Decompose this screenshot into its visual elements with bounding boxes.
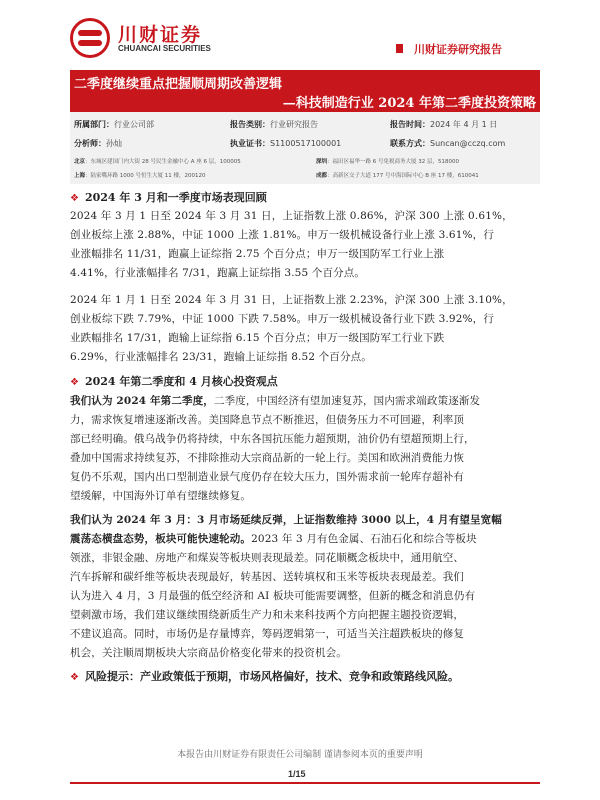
contact-label: 联系方式：	[390, 139, 430, 148]
analyst-value: 孙灿	[106, 139, 122, 148]
address-beijing: 北京：东城区建国门内大街 28 号民生金融中心 A 座 6 层，100005	[74, 159, 241, 165]
report-title: 二季度继续重点把握顺周期改善逻辑	[74, 77, 283, 92]
address-shanghai: 上海：陆家嘴环路 1000 号恒生大厦 11 楼，200120	[74, 173, 206, 179]
address-chengdu: 成都：高新区交子大道 177 号中海国际中心 B 座 17 楼，610041	[316, 173, 479, 179]
department-value: 行业公司部	[114, 120, 154, 129]
brand-name-en: CHUANCAI SECURITIES	[118, 44, 211, 53]
footer-divider	[70, 782, 540, 784]
diamond-bullet-icon: ❖	[70, 377, 79, 388]
report-subtitle: —科技制造行业 2024 年第二季度投资策略	[282, 96, 536, 111]
diamond-bullet-icon: ❖	[70, 672, 79, 683]
paragraph-q2-outlook: 我们认为 2024 年第二季度，二季度，中国经济有望加速复苏，国内需求端政策逐渐发 力，需求恢复增速逐渐改善。美国降息节点不断推迟，但债务压力不可回避，利率顶 部已经明确。俄乌战争仍将持续，中东各国抗压能力超预期，油价仍有望超预期上行， 叠加中国需求持续复苏，不排除推动大宗商品新的一轮上行。美国和欧洲消费能力恢 复仍不乐观，国内出口型制造业景气度仍存在较大压力，国外需求前一轮库存超补有 望缓解，中国海外订单有望继续修复。	[70, 395, 481, 502]
analyst-label: 分析师：	[74, 139, 106, 148]
paragraph-march-review: 2024 年 3 月 1 日至 2024 年 3 月 31 日，上证指数上涨 0.86%，沪深 300 上涨 0.61%， 创业板综上涨 2.88%，中证 1000 上涨 1.81%。申万一级机械设备行业上涨 3.61%，行 业涨幅排名 11/31，跑赢上证综指 2.75 个百分点；申万一级国防军工行业上涨 4.41%，行业涨幅排名 7/31，跑赢上证综指 3.55 个百分点。	[70, 210, 513, 279]
report-tag-text: 川财证券研究报告	[414, 43, 502, 56]
report-date-value: 2024 年 4 月 1 日	[430, 120, 498, 129]
license-value: S1100517100001	[270, 139, 342, 148]
report-tag	[400, 41, 502, 57]
report-type-value: 行业研究报告	[270, 120, 318, 129]
section-heading-review: ❖ 2024 年 3 月和一季度市场表现回顾	[70, 191, 267, 204]
report-type-label: 报告类别：	[230, 120, 270, 129]
diamond-bullet-icon: ❖	[70, 193, 79, 204]
address-shenzhen: 深圳：福田区福华一路 6 号免税商务大厦 32 层，518000	[316, 159, 460, 165]
report-meta	[70, 112, 540, 184]
footer-disclaimer: 本报告由川财证券有限责任公司编制 谨请参阅本页的重要声明	[177, 750, 423, 760]
title-band	[70, 70, 540, 112]
page-number: 1/15	[288, 769, 306, 779]
chuancai-logo-icon	[70, 18, 110, 58]
brand-name-cn: 川财证券	[118, 24, 203, 46]
license-label: 执业证书：	[230, 139, 270, 148]
report-date-label: 报告时间：	[390, 120, 430, 129]
page-header	[0, 0, 600, 70]
risk-warning: ❖ 风险提示：产业政策低于预期，市场风格偏好，技术、竞争和政策路线风险。	[70, 670, 459, 683]
contact-value[interactable]: Suncan@cczq.com	[430, 139, 506, 148]
department-label: 所属部门：	[74, 120, 114, 129]
paragraph-q1-review: 2024 年 1 月 1 日至 2024 年 3 月 31 日，上证指数上涨 2.23%，沪深 300 上涨 3.10%， 创业板综下跌 7.79%，中证 1000 下跌 7.58%。申万一级机械设备行业下跌 3.92%，行 业跌幅排名 17/31，跑输上证综指 6.15 个百分点；申万一级国防军工行业下跌 6.29%，行业涨幅排名 23/31，跑输上证综指 8.52 个百分点。	[70, 294, 513, 363]
section-heading-outlook: ❖ 2024 年第二季度和 4 月核心投资观点	[70, 375, 278, 388]
paragraph-april-outlook: 我们认为 2024 年 3 月：3 月市场延续反弹，上证指数维持 3000 以上，4 月有望呈宽幅 震荡态横盘态势，板块可能快速轮动。2023 年 3 月有色金属、石油石化和综合等板块 领涨，非银金融、房地产和煤炭等板块则表现最差。同花顺概念板块中，通用航空、 汽车拆解和碳纤维等板块表现最好，转基因、送转填权和玉米等板块表现最差。我们 认为进入 4 月，3 月最强的低空经济和 AI 板块可能需要调整，但新的概念和消息仍有 望刺激市场，我们建议继续围绕新质生产力和未来科技两个方向把握主题投资逻辑， 不建议追高。同时，市场仍是存量博弈，筹码逻辑第一，可适当关注超跌板块的修复 机会，关注顺周期板块大宗商品价格变化带来的投资机会。	[70, 514, 502, 659]
